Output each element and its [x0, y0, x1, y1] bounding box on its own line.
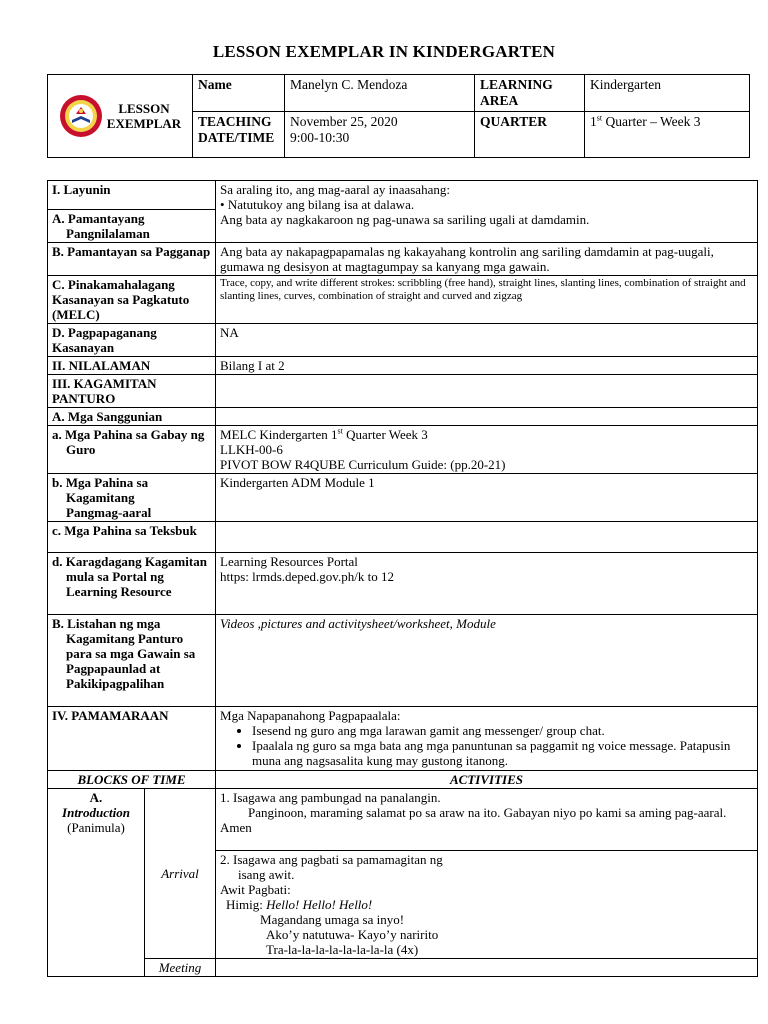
- learning-area-value: Kindergarten: [585, 75, 750, 112]
- sanggunian-value: [216, 408, 758, 426]
- table-row: [48, 276, 758, 324]
- teksbuk-value: [216, 522, 758, 553]
- table-row: [48, 408, 758, 426]
- song-label: Awit Pagbati:: [220, 882, 291, 897]
- pamantayang-label-cell: [48, 210, 216, 243]
- listahan-label-5: Pakikipagpalihan: [66, 676, 165, 691]
- pagganap-label: B. Pamantayan sa Pagganap: [48, 243, 216, 276]
- activity2-title-2: isang awit.: [238, 867, 295, 882]
- activity1-prayer: Panginoon, maraming salamat po sa araw na ito. Gabayan niyo po kami sa aming pag-aaral. Amen: [220, 805, 727, 835]
- activity1-title: 1. Isagawa ang pambungad na panalangin.: [220, 790, 441, 805]
- activity2-title-1: 2. Isagawa ang pagbati sa pamamagitan ng: [220, 852, 443, 867]
- gabay-line3: PIVOT BOW R4QUBE Curriculum Guide: (pp.20-21): [220, 457, 506, 472]
- gabay-line1-b: Quarter Week 3: [342, 427, 428, 442]
- introduction-block: [48, 789, 145, 977]
- table-row: [48, 357, 758, 375]
- introduction-letter: A.: [89, 790, 103, 805]
- gabay-label-cell: [48, 426, 216, 474]
- list-item: • Isesend ng guro ang mga larawan gamit ang messenger/ group chat.: [252, 723, 753, 738]
- listahan-text: Videos ,pictures and activitysheet/worksheet, Module: [216, 615, 758, 707]
- layunin-label: I. Layunin: [48, 181, 216, 210]
- meeting-activity: [216, 959, 758, 977]
- activities-header: ACTIVITIES: [216, 771, 758, 789]
- quarter-label: QUARTER: [475, 112, 585, 158]
- song-himig-title: Hello! Hello! Hello!: [266, 897, 373, 912]
- table-row: [48, 615, 758, 707]
- teaching-date-label: TEACHING DATE/TIME: [193, 112, 285, 158]
- sanggunian-label: A. Mga Sanggunian: [48, 408, 216, 426]
- quarter-suffix: st: [596, 113, 603, 123]
- song-line1: Magandang umaga sa inyo!: [260, 912, 405, 927]
- song-line2: Ako’y natutuwa- Kayo’y naririto: [266, 927, 439, 942]
- listahan-label-2: Kagamitang Panturo: [66, 631, 184, 646]
- blocks-of-time-header: BLOCKS OF TIME: [48, 771, 216, 789]
- pamantayang-text: Ang bata ay nagkakaroon ng pag-unawa sa sariling ugali at damdamin.: [220, 212, 590, 227]
- gabay-line1-sup: st: [337, 426, 343, 436]
- list-item: • Ipaalala ng guro sa mga bata ang mga panuntunan sa paggamit ng voice message. Patapusin muna ang nagsasalita kung may gustong itanong.: [252, 738, 753, 768]
- activity1-cell: [216, 789, 758, 851]
- listahan-label-3: para sa mga Gawain sa: [66, 646, 196, 661]
- pagpapaganang-text: NA: [216, 324, 758, 357]
- teaching-date-cell: [285, 112, 475, 158]
- table-row: [48, 243, 758, 276]
- teaching-date-value: November 25, 2020: [290, 114, 398, 129]
- song-himig-label: Himig:: [226, 897, 267, 912]
- mag-aaral-label-2: Kagamitang: [66, 490, 135, 505]
- listahan-label-4: Pagpapaunlad at: [66, 661, 161, 676]
- teksbuk-label: c. Mga Pahina sa Teksbuk: [48, 522, 216, 553]
- gabay-line1: [220, 427, 753, 442]
- introduction-label: Introduction: [62, 805, 130, 820]
- arrival-label: Arrival: [145, 789, 216, 959]
- song-line3: Tra-la-la-la-la-la-la-la-la (4x): [266, 942, 419, 957]
- mag-aaral-label-1: b. Mga Pahina sa: [52, 475, 149, 490]
- table-row: [48, 474, 758, 522]
- gabay-line1-a: MELC Kindergarten 1: [220, 427, 338, 442]
- melc-label: C. Pinakamahalagang Kasanayan sa Pagkatuto (MELC): [48, 276, 216, 324]
- teaching-time-value: 9:00-10:30: [290, 130, 350, 145]
- listahan-label-1: B. Listahan ng mga: [52, 616, 161, 631]
- karagdagang-label-3: Learning Resource: [66, 584, 172, 599]
- melc-text: Trace, copy, and write different strokes: scribbling (free hand), straight lines, slanting lines, combination of straight and slanting lines, curves, combination of straight and curved and zigzag: [216, 276, 758, 324]
- meeting-label: Meeting: [145, 959, 216, 977]
- table-row: [48, 522, 758, 553]
- pamamaraan-intro: Mga Napapanahong Pagpapaalala:: [220, 708, 401, 723]
- quarter-rest: Quarter – Week 3: [602, 114, 701, 129]
- layunin-bullet: • Natutukoy ang bilang isa at dalawa.: [220, 197, 415, 212]
- gabay-label-2: Guro: [66, 442, 96, 457]
- kagamitan-label: III. KAGAMITAN PANTURO: [48, 375, 216, 408]
- table-row: [48, 771, 758, 789]
- table-row: [48, 959, 758, 977]
- pamamaraan-label: IV. PAMAMARAAN: [48, 707, 216, 771]
- mag-aaral-label-cell: [48, 474, 216, 522]
- gabay-label-1: a. Mga Pahina sa Gabay ng: [52, 427, 205, 442]
- gabay-cell: [216, 426, 758, 474]
- name-value: Manelyn C. Mendoza: [285, 75, 475, 112]
- quarter-value: [585, 112, 750, 158]
- karagdagang-text-2: https: lrmds.deped.gov.ph/k to 12: [220, 569, 394, 584]
- pamamaraan-cell: [216, 707, 758, 771]
- layunin-text: Sa araling ito, ang mag-aaral ay inaasahang:: [220, 182, 450, 197]
- karagdagang-label-2: mula sa Portal ng: [66, 569, 164, 584]
- table-row: [48, 553, 758, 615]
- pagganap-text: Ang bata ay nakapagpapamalas ng kakayahang kontrolin ang sariling damdamin at pag-uugali, gumawa ng desisyon at magtagumpay sa kanyang mga gawain.: [216, 243, 758, 276]
- table-row: [48, 375, 758, 408]
- pamamaraan-list: [220, 723, 753, 768]
- quarter-number: 1: [590, 114, 597, 129]
- header-table: [47, 74, 750, 158]
- activity2-cell: [216, 851, 758, 959]
- table-row: [48, 324, 758, 357]
- karagdagang-label-1: d. Karagdagang Kagamitan: [52, 554, 207, 569]
- introduction-sub: (Panimula): [67, 820, 125, 835]
- mag-aaral-text: Kindergarten ADM Module 1: [216, 474, 758, 522]
- learning-area-label: LEARNING AREA: [475, 75, 585, 112]
- deped-seal-icon: [59, 94, 103, 138]
- karagdagang-label-cell: [48, 553, 216, 615]
- pamantayang-label-1: A. Pamantayang: [52, 211, 145, 226]
- table-row: [48, 789, 758, 851]
- gabay-line2: LLKH-00-6: [220, 442, 283, 457]
- mag-aaral-label-3: Pangmag-aaral: [66, 505, 152, 520]
- table-row: [48, 181, 758, 210]
- layunin-cell: [216, 181, 758, 243]
- name-label: Name: [193, 75, 285, 112]
- table-row: [48, 426, 758, 474]
- karagdagang-text-1: Learning Resources Portal: [220, 554, 358, 569]
- listahan-label-cell: [48, 615, 216, 707]
- nilalaman-label: II. NILALAMAN: [48, 357, 216, 375]
- logo-cell: [48, 75, 193, 158]
- logo-text-line1: LESSON: [118, 101, 170, 116]
- karagdagang-cell: [216, 553, 758, 615]
- pamantayang-label-2: Pangnilalaman: [66, 226, 150, 241]
- kagamitan-value: [216, 375, 758, 408]
- nilalaman-text: Bilang I at 2: [216, 357, 758, 375]
- logo-text-line2: EXEMPLAR: [106, 116, 182, 131]
- table-row: [48, 707, 758, 771]
- document-title: LESSON EXEMPLAR IN KINDERGARTEN: [212, 42, 556, 61]
- lesson-table: [47, 180, 758, 977]
- pagpapaganang-label: D. Pagpapaganang Kasanayan: [48, 324, 216, 357]
